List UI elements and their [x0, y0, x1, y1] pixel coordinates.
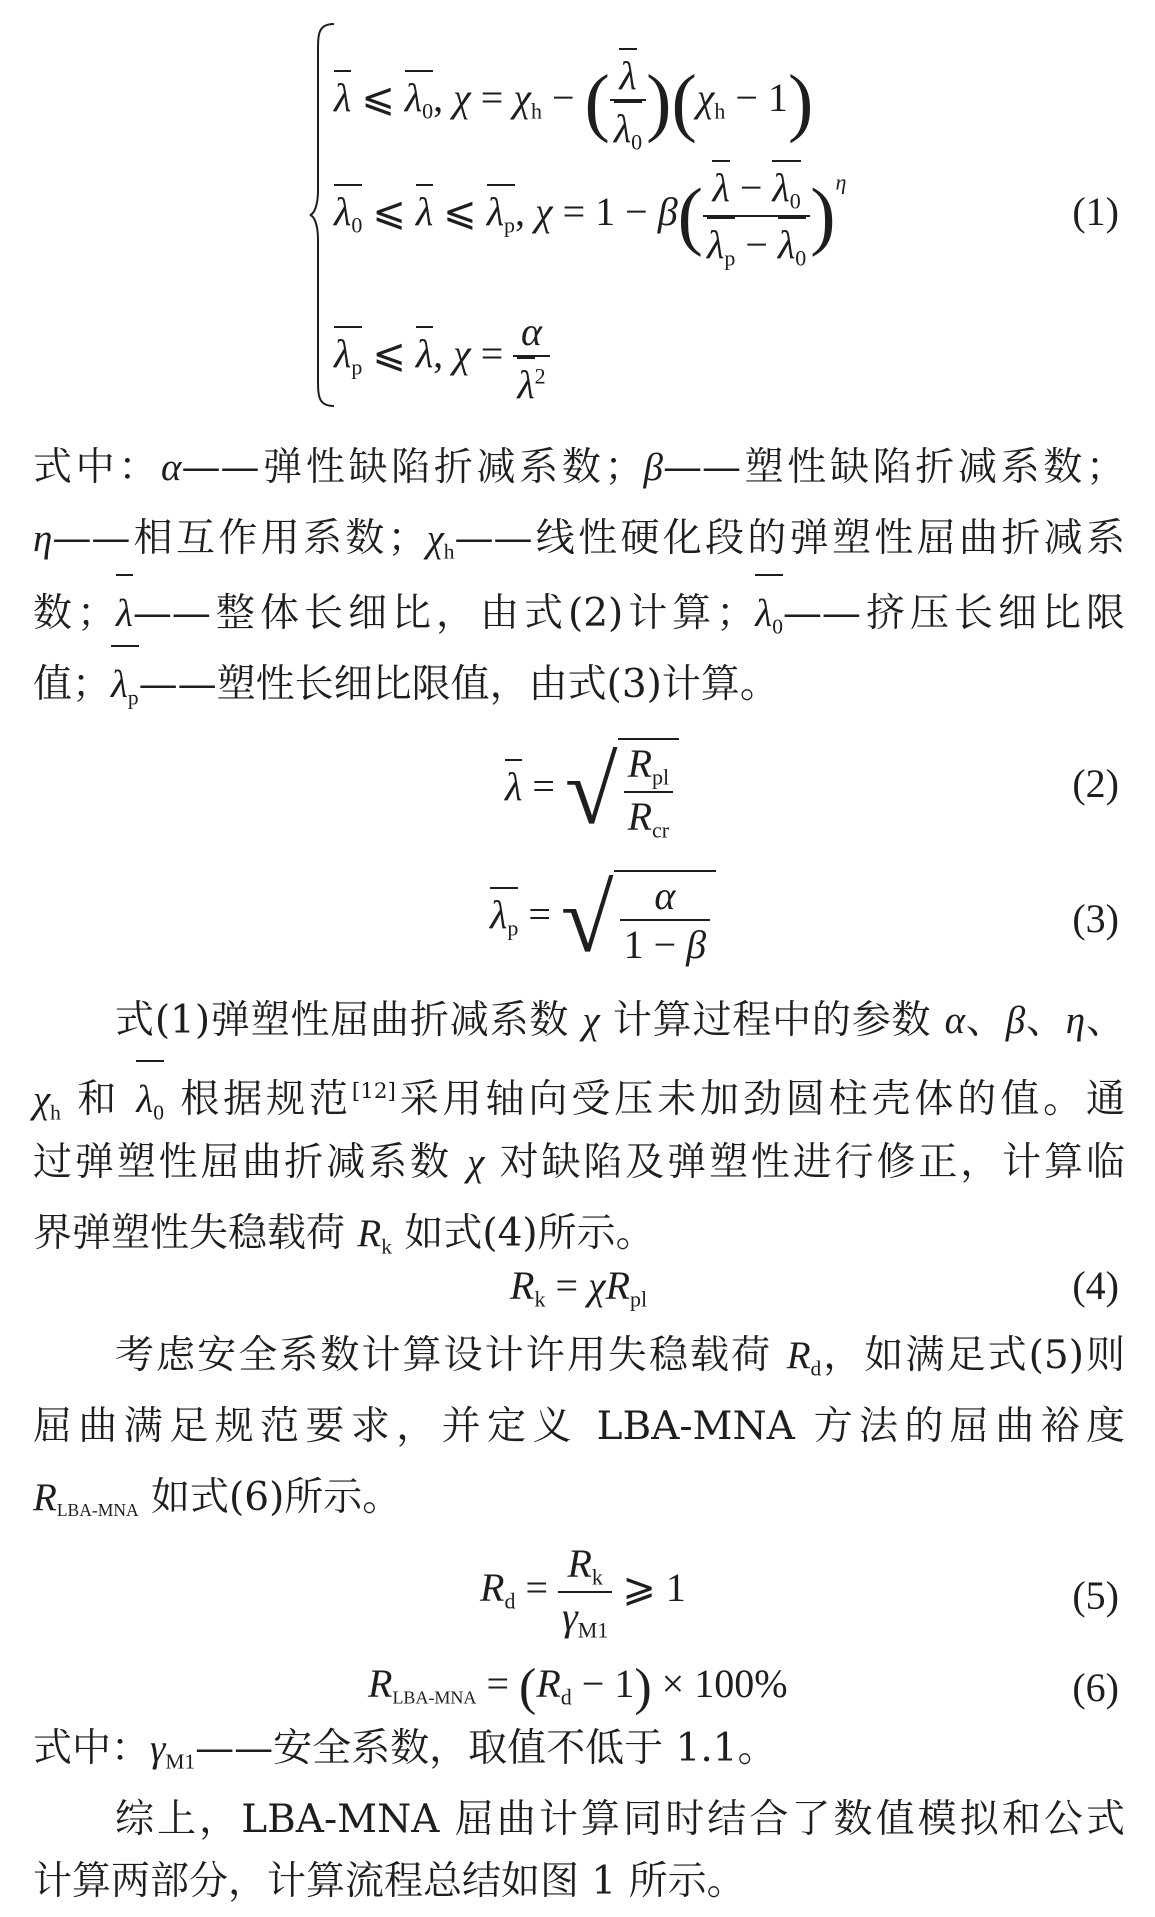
paragraph-1-line-4: 界弹塑性失稳载荷 $R_k$ 如式(4)所示。 [33, 1211, 655, 1259]
definitions-line-2: η——相互作用系数；$\chi_h——$线性硬化段的弹塑性屈曲折减系 [33, 516, 1125, 564]
paragraph-2-line-3: $R_{LBA-MNA}$ 如式(6)所示。 [33, 1475, 402, 1521]
equation-1-case-2: $\lambda_0$ ⩽ λ ⩽ $\lambda_p$, χ = 1 − β( $\frac{\lambda - \lambda_0}{\lambda_p - \lambda_0}$ )$^\eta$ [334, 160, 846, 271]
paragraph-1-line-3: 过弹塑性屈曲折减系数 χ 对缺陷及弹塑性进行修正，计算临 [33, 1140, 1125, 1185]
definitions-paragraph: 式中：α——弹性缺陷折减系数；β——塑性缺陷折减系数； [33, 445, 1125, 490]
paragraph-1-line-2: $\chi_h$ 和 $\lambda_0$ 根据规范[12]采用轴向受压未加劲圆柱壳体的值。通 [33, 1056, 1125, 1149]
equation-5: $R_d$ = $\frac{R_k}{\gamma_{M1}}$ ⩾ 1 [480, 1541, 686, 1643]
gamma-definition: 式中：$\gamma_{M1}——$安全系数，取值不低于 1.1。 [33, 1726, 777, 1774]
equation-1-case-1: λ ⩽ $\lambda_0$, $\chi = \chi_h$ − ( $\frac{\lambda}{\lambda_0}$ )$(\chi_h - 1)$ [334, 48, 813, 156]
equation-number-3: (3) [1072, 896, 1119, 941]
paragraph-2-line-1: 考虑安全系数计算设计许用失稳载荷 $R_d$，如满足式(5)则 [115, 1333, 1125, 1381]
equation-number-5: (5) [1072, 1573, 1119, 1618]
equation-number-2: (2) [1072, 761, 1119, 806]
equation-number-4: (4) [1072, 1263, 1119, 1308]
paragraph-3-line-1: 综上，LBA-MNA 屈曲计算同时结合了数值模拟和公式 [115, 1797, 1125, 1842]
paragraph-2-line-2: 屈曲满足规范要求，并定义 LBA-MNA 方法的屈曲裕度 [33, 1404, 1125, 1449]
equation-4: $R_k = \chi R_{pl}$ [510, 1263, 648, 1312]
paragraph-3-line-2: 计算两部分，计算流程总结如图 1 所示。 [33, 1859, 746, 1904]
equation-number-1: (1) [1072, 189, 1119, 234]
equation-1-case-3: $\lambda_p$ ⩽ λ, χ = $\frac{\alpha}{\lambda^2}$ [334, 308, 550, 408]
equation-number-6: (6) [1072, 1665, 1119, 1710]
equation-3: $\lambda_p$ = √ $\frac{\alpha}{1 - \beta}$ [490, 863, 716, 974]
definitions-line-4: 值；$\lambda_p——$塑性长细比限值，由式(3)计算。 [33, 645, 1125, 734]
definitions-line-3: 数；λ——整体长细比，由式(2)计算；$\lambda_0——$挤压长细比限 [33, 574, 1125, 663]
paragraph-1-line-1: 式(1)弹塑性屈曲折减系数 χ 计算过程中的参数 α、β、η、 [115, 998, 1125, 1043]
equation-2: λ = √ $\frac{R_{pl}}{R_{cr}}$ [505, 735, 679, 846]
equation-6: $R_{LBA-MNA} = (R_d - 1) \times 100\%$ [368, 1658, 788, 1716]
